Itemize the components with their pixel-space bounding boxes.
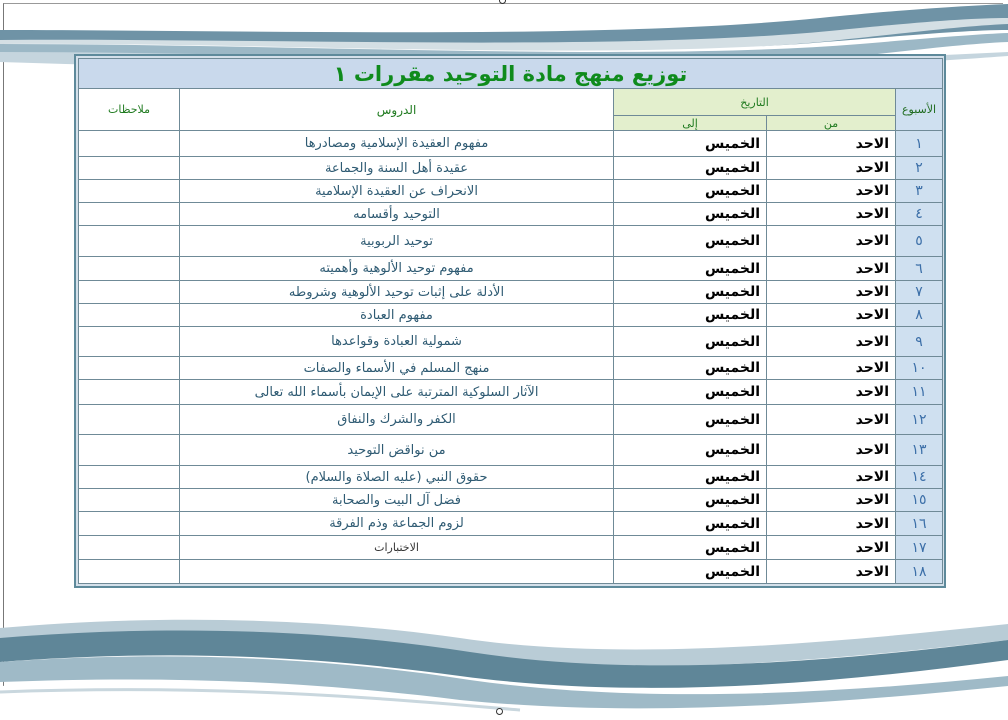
lesson-title: توحيد الربوبية	[180, 226, 614, 257]
notes-cell	[79, 512, 180, 536]
lesson-title	[180, 560, 614, 584]
notes-cell	[79, 304, 180, 327]
table-row	[79, 281, 943, 304]
lessons-header: الدروس	[180, 89, 614, 131]
week-number: ١١	[896, 380, 943, 405]
to-day: الخميس	[614, 405, 767, 435]
to-day: الخميس	[614, 357, 767, 380]
lesson-title: الكفر والشرك والنفاق	[180, 405, 614, 435]
from-day: الاحد	[767, 304, 896, 327]
table-row	[79, 466, 943, 489]
from-header: من	[767, 116, 896, 131]
table-row	[79, 405, 943, 435]
from-day: الاحد	[767, 489, 896, 512]
lesson-title: من نواقض التوحيد	[180, 435, 614, 466]
notes-cell	[79, 536, 180, 560]
notes-cell	[79, 131, 180, 157]
week-number: ١٤	[896, 466, 943, 489]
from-day: الاحد	[767, 257, 896, 281]
lesson-title: شمولية العبادة وقواعدها	[180, 327, 614, 357]
week-number: ٧	[896, 281, 943, 304]
table-row	[79, 435, 943, 466]
notes-cell	[79, 489, 180, 512]
week-number: ٥	[896, 226, 943, 257]
notes-cell	[79, 357, 180, 380]
lesson-title: منهج المسلم في الأسماء والصفات	[180, 357, 614, 380]
lesson-title: فضل آل البيت والصحابة	[180, 489, 614, 512]
notes-cell	[79, 157, 180, 180]
week-number: ١٥	[896, 489, 943, 512]
week-number: ١٢	[896, 405, 943, 435]
week-number: ٢	[896, 157, 943, 180]
to-day: الخميس	[614, 180, 767, 203]
table-row	[79, 131, 943, 157]
notes-cell	[79, 405, 180, 435]
table-row	[79, 203, 943, 226]
from-day: الاحد	[767, 380, 896, 405]
to-day: الخميس	[614, 536, 767, 560]
week-number: ١٣	[896, 435, 943, 466]
lesson-title: مفهوم توحيد الألوهية وأهميته	[180, 257, 614, 281]
notes-cell	[79, 435, 180, 466]
table-row	[79, 536, 943, 560]
from-day: الاحد	[767, 327, 896, 357]
table-row	[79, 304, 943, 327]
from-day: الاحد	[767, 536, 896, 560]
lesson-title: الآثار السلوكية المترتبة على الإيمان بأسماء الله تعالى	[180, 380, 614, 405]
notes-header: ملاحظات	[79, 89, 180, 131]
from-day: الاحد	[767, 180, 896, 203]
table-row	[79, 257, 943, 281]
to-day: الخميس	[614, 560, 767, 584]
week-number: ٩	[896, 327, 943, 357]
week-number: ٣	[896, 180, 943, 203]
notes-cell	[79, 560, 180, 584]
to-day: الخميس	[614, 466, 767, 489]
lesson-title: مفهوم العبادة	[180, 304, 614, 327]
to-day: الخميس	[614, 512, 767, 536]
week-number: ٤	[896, 203, 943, 226]
page-title: توزيع منهج مادة التوحيد مقررات ١	[79, 59, 943, 89]
table-row	[79, 512, 943, 536]
to-day: الخميس	[614, 157, 767, 180]
notes-cell	[79, 466, 180, 489]
date-header: التاريخ	[614, 89, 896, 116]
to-day: الخميس	[614, 257, 767, 281]
to-day: الخميس	[614, 281, 767, 304]
notes-cell	[79, 327, 180, 357]
from-day: الاحد	[767, 405, 896, 435]
lesson-title: لزوم الجماعة وذم الفرقة	[180, 512, 614, 536]
table-row	[79, 560, 943, 584]
to-day: الخميس	[614, 327, 767, 357]
table-row	[79, 357, 943, 380]
notes-cell	[79, 281, 180, 304]
from-day: الاحد	[767, 560, 896, 584]
week-header: الأسبوع	[896, 89, 943, 131]
week-number: ٨	[896, 304, 943, 327]
week-number: ١٠	[896, 357, 943, 380]
table-row	[79, 226, 943, 257]
notes-cell	[79, 226, 180, 257]
notes-cell	[79, 180, 180, 203]
week-number: ١	[896, 131, 943, 157]
resize-handle-bottom[interactable]	[496, 708, 503, 715]
lesson-title: الاختبارات	[180, 536, 614, 560]
to-day: الخميس	[614, 226, 767, 257]
to-header: إلى	[614, 116, 767, 131]
from-day: الاحد	[767, 203, 896, 226]
week-number: ١٦	[896, 512, 943, 536]
week-number: ١٨	[896, 560, 943, 584]
from-day: الاحد	[767, 435, 896, 466]
table-row	[79, 327, 943, 357]
lesson-title: التوحيد وأقسامه	[180, 203, 614, 226]
lesson-title: مفهوم العقيدة الإسلامية ومصادرها	[180, 131, 614, 157]
table-row	[79, 489, 943, 512]
notes-cell	[79, 380, 180, 405]
bottom-wave-decoration	[0, 600, 1008, 720]
table-row	[79, 380, 943, 405]
to-day: الخميس	[614, 304, 767, 327]
from-day: الاحد	[767, 281, 896, 304]
from-day: الاحد	[767, 357, 896, 380]
to-day: الخميس	[614, 380, 767, 405]
table-row	[79, 180, 943, 203]
week-number: ١٧	[896, 536, 943, 560]
from-day: الاحد	[767, 131, 896, 157]
from-day: الاحد	[767, 512, 896, 536]
notes-cell	[79, 257, 180, 281]
from-day: الاحد	[767, 466, 896, 489]
from-day: الاحد	[767, 157, 896, 180]
to-day: الخميس	[614, 435, 767, 466]
notes-cell	[79, 203, 180, 226]
lesson-title: الأدلة على إثبات توحيد الألوهية وشروطه	[180, 281, 614, 304]
table-row	[79, 157, 943, 180]
week-number: ٦	[896, 257, 943, 281]
to-day: الخميس	[614, 489, 767, 512]
to-day: الخميس	[614, 131, 767, 157]
from-day: الاحد	[767, 226, 896, 257]
lesson-title: حقوق النبي (عليه الصلاة والسلام)	[180, 466, 614, 489]
curriculum-table	[78, 58, 943, 584]
lesson-title: عقيدة أهل السنة والجماعة	[180, 157, 614, 180]
to-day: الخميس	[614, 203, 767, 226]
lesson-title: الانحراف عن العقيدة الإسلامية	[180, 180, 614, 203]
